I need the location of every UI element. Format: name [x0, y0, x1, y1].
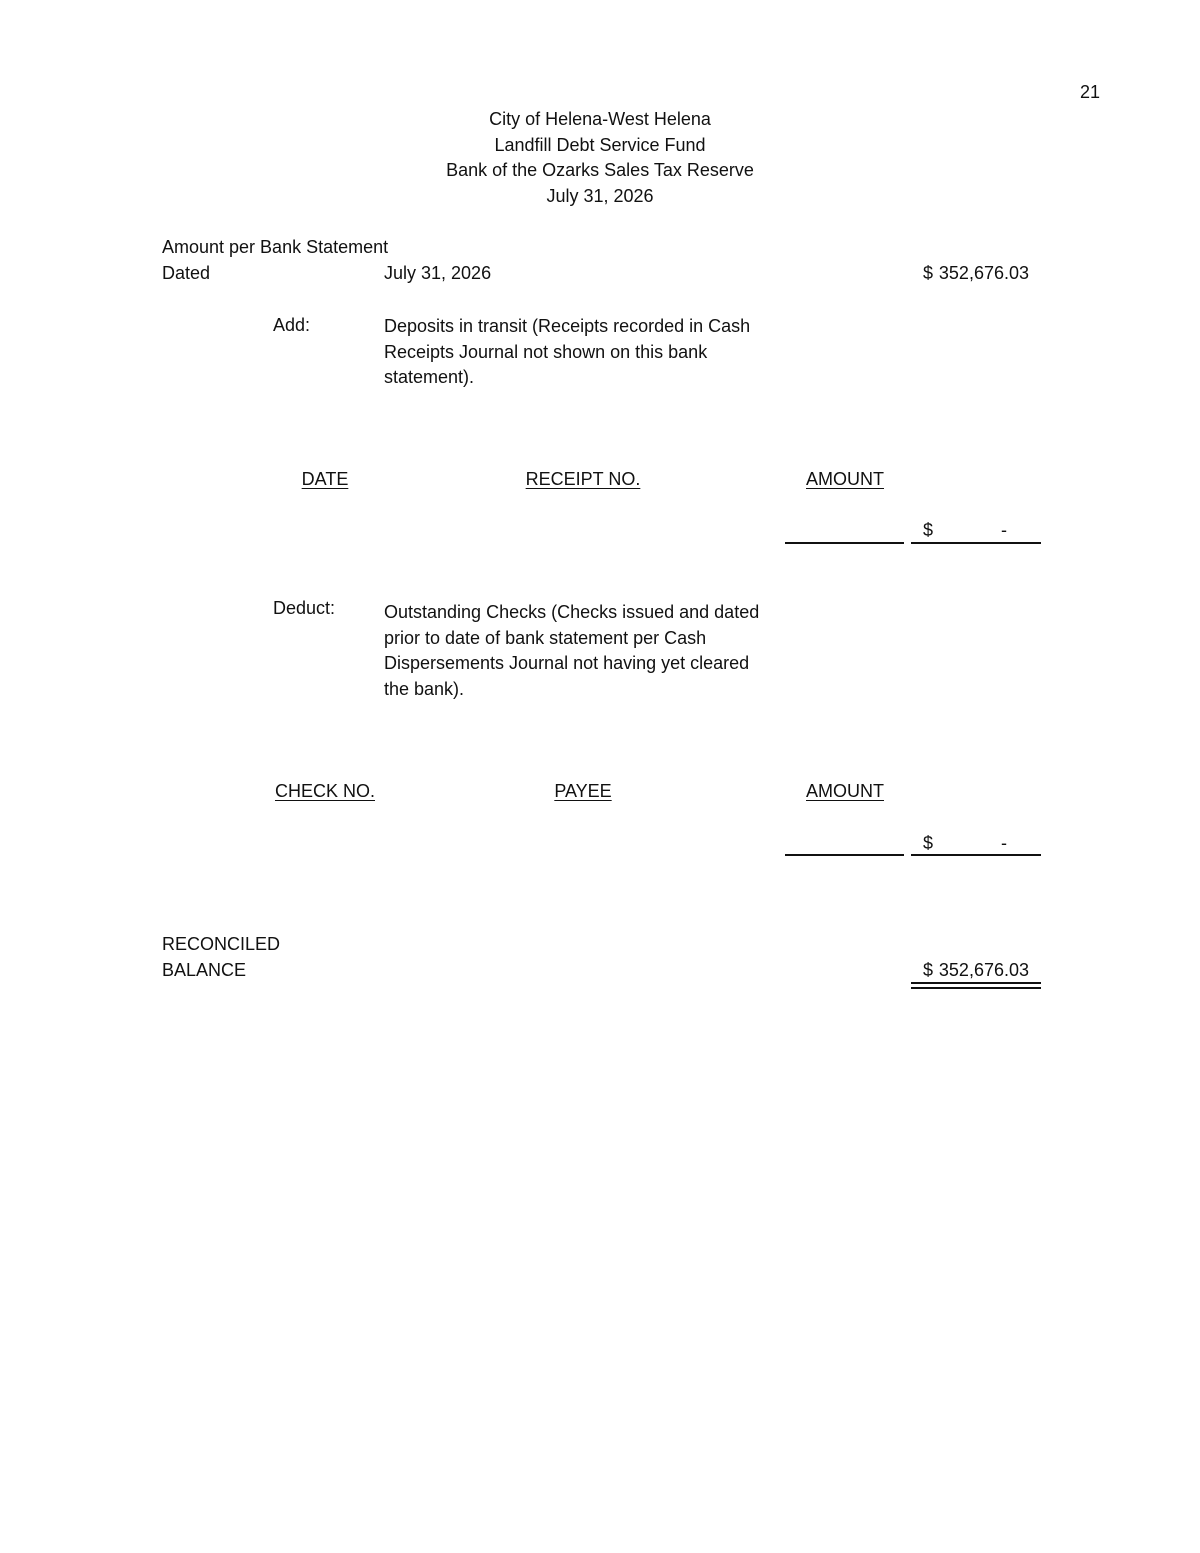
deduct-label: Deduct: [273, 598, 336, 618]
column-header-payee: PAYEE [554, 781, 612, 801]
currency-symbol: $ [923, 263, 934, 283]
outstanding-checks-total-rule [911, 854, 1041, 856]
bank-statement-label: Amount per Bank Statement [162, 237, 389, 257]
deposits-total [923, 518, 1007, 544]
bank-statement-amount [923, 261, 1029, 287]
column-header-amount: AMOUNT [806, 781, 884, 801]
dated-label: Dated [162, 263, 211, 283]
bank-statement-date: July 31, 2026 [384, 263, 492, 283]
currency-symbol: $ [923, 520, 934, 540]
column-header-amount: AMOUNT [806, 469, 884, 489]
currency-symbol: $ [923, 960, 934, 980]
page-number: 21 [1079, 82, 1100, 102]
city-name: City of Helena-West Helena [489, 109, 711, 129]
deposits-in-transit-description: Deposits in transit (Receipts recorded in Cash Receipts Journal not shown on this bank statement). [384, 316, 751, 388]
column-header-check-no: CHECK NO. [274, 781, 375, 801]
amount-column-rule [785, 854, 904, 856]
amount-column-rule [785, 542, 904, 544]
currency-symbol: $ [923, 833, 934, 853]
fund-name: Landfill Debt Service Fund [494, 134, 706, 155]
amount-value: 352,676.03 [938, 960, 1029, 980]
deposits-total-rule [911, 542, 1041, 544]
column-header-date: DATE [301, 469, 349, 489]
outstanding-checks-description: Outstanding Checks (Checks issued and dated prior to date of bank statement per Cash Dispersements Journal not having yet cleared the bank). [384, 602, 760, 699]
reconciled-balance-double-rule [911, 982, 1041, 989]
reconciled-label: RECONCILED [162, 934, 281, 954]
amount-value: - [1001, 520, 1007, 540]
column-header-receipt-no: RECEIPT NO. [525, 469, 641, 489]
add-label: Add: [273, 315, 311, 335]
amount-value: - [1001, 833, 1007, 853]
balance-label: BALANCE [162, 960, 247, 980]
amount-value: 352,676.03 [938, 263, 1029, 283]
report-header [300, 107, 900, 209]
account-name: Bank of the Ozarks Sales Tax Reserve [446, 160, 754, 181]
reconciled-balance-amount [923, 958, 1029, 984]
report-date: July 31, 2026 [546, 185, 654, 206]
